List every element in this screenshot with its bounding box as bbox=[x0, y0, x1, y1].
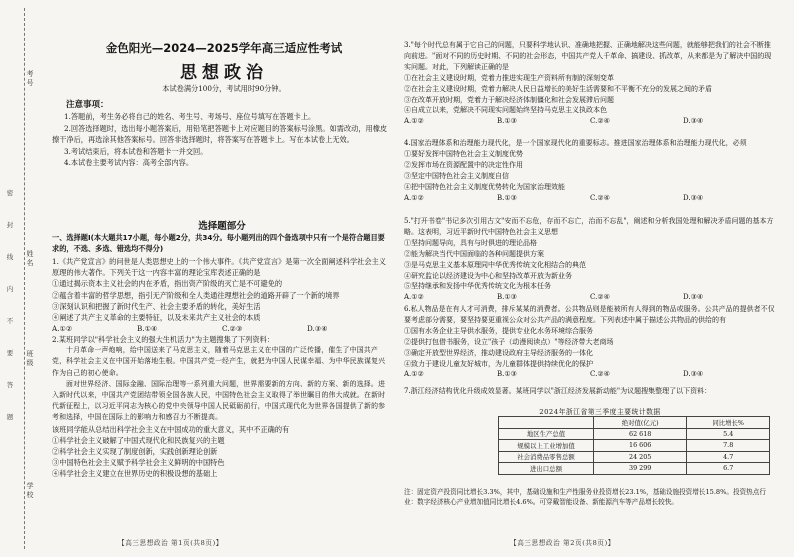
seal-line bbox=[24, 8, 25, 549]
choice-d: D.③④ bbox=[683, 117, 704, 126]
table-cell: 地区生产总值 bbox=[499, 428, 594, 440]
table-cell: 4.7 bbox=[687, 451, 770, 463]
choice-a: A.①② bbox=[404, 117, 424, 126]
answer-choices bbox=[52, 323, 392, 334]
choice-d: D.③④ bbox=[307, 324, 328, 334]
notice-item: 3.考试结束后，将本试卷和答题卡一并交回。 bbox=[64, 146, 208, 156]
option-line: ③中国特色社会主义赋予科学社会主义鲜明的中国特色 bbox=[52, 458, 225, 468]
margin-label-exam-number: 考号 bbox=[26, 70, 34, 87]
table-header-row bbox=[499, 417, 770, 429]
option-line: ②提供打包借书服务，设立"孩子（动漫阅读点）"等经济带大老商场 bbox=[404, 337, 614, 346]
table-header-cell bbox=[499, 417, 594, 429]
option-line: ①科学社会主义破解了中国式现代化和民族复兴的主题 bbox=[52, 435, 225, 445]
option-line: ③确定开放型世界经济，推动建设政府主导经济服务的一体化 bbox=[404, 348, 593, 357]
table-row bbox=[499, 463, 770, 475]
notice-item: 2.回答选择题时，选出每小题答案后，用铅笔把答题卡上对应题目的答案标号涂黑。如需改动，用橡皮擦干净后，再选涂其他答案标号。回答非选择题时，将答案写在答题卡上。写在本试卷上无效。 bbox=[52, 123, 388, 145]
quote-paragraph: 十月革命一声炮响，给中国送来了马克思主义，随着马克思主义在中国的广泛传播，催生了中国共产党，科学社会主义在中国开始落地生根。中国共产党一经产生，就把为中国人民谋幸福、为中华民族谋复兴作为自己的初心使命。 bbox=[52, 346, 386, 377]
question-stem: 2.某班同学以"科学社会主义的强大生机活力"为主题搜集了下列资料： bbox=[52, 335, 274, 344]
option-line: ④研究监论以经济建设为中心和坚持改革开放为新业务 bbox=[404, 271, 572, 280]
section-instruction bbox=[52, 232, 392, 254]
table-cell: 7.8 bbox=[687, 440, 770, 452]
option-line: ④致力于建设儿童友好城市，为儿童群体提供持续优化的保护 bbox=[404, 359, 593, 368]
choice-b: B.①④ bbox=[137, 324, 158, 334]
table-note: 注：固定资产投资同比增长3.3%，其中，基础设施和生产性服务业投资增长23.1%，基础设施投资增长15.8%。投资热点行业：数字经济核心产业增加值同比增长4.6%。可穿戴智能设备、新能源汽车等产品增长较快。 bbox=[404, 488, 766, 506]
table-header-cell: 同比增长% bbox=[687, 417, 770, 429]
table-cell: 6.7 bbox=[687, 463, 770, 475]
option-line: ①在社会主义建设时期，党着力推进实现生产资料所有制的深刻变革 bbox=[404, 73, 614, 82]
choice-d: D.③④ bbox=[683, 370, 704, 379]
seal-char: 内 bbox=[6, 285, 14, 293]
table-cell: 16 606 bbox=[594, 440, 687, 452]
option-line: ②能为解决当代中国面临的各种问题提供方案 bbox=[404, 249, 544, 258]
table-row bbox=[499, 428, 770, 440]
table-header-cell: 绝对值(亿元) bbox=[594, 417, 687, 429]
notice-block bbox=[52, 100, 392, 168]
question-stem: 5."打开书卷"书记多次引用古文"安而不忘危，存而不忘亡，治而不忘乱"，阐述和分析我国处理和解决矛盾问题的基本方略。这表明，习近平新时代中国特色社会主义思想 bbox=[404, 217, 774, 236]
notice-item: 1.答题前，考生务必将自己的姓名、考生号、考场号、座位号填写在答题卡上。 bbox=[64, 112, 316, 122]
question-7 bbox=[404, 386, 776, 397]
question-stem: 3."每个时代总有属于它自己的问题，只要科学地认识、准确地把握、正确地解决这些问题，就能够把我们的社会不断推向前进。"面对不同的历史时期、不同的社会形态，中国共产党人千革命、搞建设、抓改革，从来都是为了解决中国的现实问题。对此，下列解读正确的是 bbox=[404, 41, 772, 71]
question-ask: 该班同学能从总结出科学社会主义在中国成功的重大意义，其中不正确的有 bbox=[52, 424, 290, 434]
option-line: ①坚持问题导向，具有与时俱进的理论品格 bbox=[404, 238, 537, 247]
choice-b: B.①③ bbox=[497, 293, 517, 302]
option-line: ②发挥市场在资源配置中的决定性作用 bbox=[404, 160, 523, 169]
choice-c: C.②④ bbox=[590, 117, 610, 126]
choice-d: D.③④ bbox=[683, 193, 704, 202]
choice-c: C.②④ bbox=[590, 193, 610, 202]
section-title: 选择题部分 bbox=[198, 221, 246, 232]
choice-c: C.②③ bbox=[222, 324, 243, 334]
question-3 bbox=[404, 40, 776, 127]
option-line: ④把中国特色社会主义制度优势转化为国家治理效能 bbox=[404, 182, 565, 191]
binding-margin bbox=[0, 0, 36, 557]
choice-c: C.②④ bbox=[590, 293, 610, 302]
seal-char: 不 bbox=[6, 317, 14, 325]
margin-label-name: 姓名 bbox=[26, 250, 34, 267]
seal-char: 答 bbox=[6, 381, 14, 389]
option-line: ④阐述了共产主义革命的主要特征，以及未来共产主义社会的本质 bbox=[52, 313, 261, 323]
table-cell: 24 205 bbox=[594, 451, 687, 463]
option-line: ③是马克思主义基本原理同中华优秀传统文化相结合的典范 bbox=[404, 260, 586, 269]
footer-page-2: 【高三思想政治 第2页(共8页)】 bbox=[510, 539, 615, 547]
choice-c: C.②④ bbox=[590, 370, 610, 379]
exam-info: 本试卷满分100分，考试用时90分钟。 bbox=[162, 84, 286, 93]
quote-paragraph: 面对世界经济、国际金融、国际治理等一系列重大问题，世界需要新的方向、新的方案、新的选择。进入新时代以来，中国共产党团结带领全国各族人民，中国特色社会主义取得了举世瞩目的伟大成就。在新时代新征程上，以习近平同志为核心的党中央领导中国人民砥砺前行，中国式现代化为世界各国提供了新的参考和选择，中国在国际上的影响力和感召力不断提高。 bbox=[52, 379, 386, 422]
exam-title: 金色阳光—2024—2025学年高三适应性考试 bbox=[105, 41, 343, 55]
margin-label-school: 学校 bbox=[26, 482, 34, 499]
table-cell: 5.4 bbox=[687, 428, 770, 440]
question-stem: 1.《共产党宣言》的问世是人类思想史上的一个伟大事件。《共产党宣言》是第一次全面阐述科学社会主义原理的伟大著作。下列关于这一内容丰富的理论宝库表述正确的是 bbox=[52, 257, 386, 278]
option-line: ②在社会主义建设时期，党着力解决人民日益增长的美好生活需要和不平衡不充分的发展之间的矛盾 bbox=[404, 84, 712, 93]
question-stem: 4.国家治理体系和治理能力现代化，是一个国家现代化的重要标志。推进国家治理体系和治理能力现代化，必须 bbox=[404, 139, 747, 147]
option-line: ④自成立以来，党解决不同现实问题始终坚持马克思主义执政本色 bbox=[404, 106, 607, 115]
choice-d: D.③④ bbox=[683, 293, 704, 302]
question-1 bbox=[52, 256, 392, 334]
table-row bbox=[499, 451, 770, 463]
stats-table bbox=[498, 416, 770, 475]
table-cell: 39 299 bbox=[594, 463, 687, 475]
question-2 bbox=[52, 334, 392, 480]
table-title: 2024年浙江省第三季度主要统计数据 bbox=[539, 408, 661, 416]
instruction-text: 一、选择题Ⅰ(本大题共17小题，每小题2分，共34分。每小题列出的四个备选项中只有一个是符合题目要求的，不选、多选、错选均不得分) bbox=[52, 233, 385, 254]
question-stem: 7.浙江经济结构优化升级成效显著。某班同学以"浙江经济发展新动能"为议题搜集整理了以下资料： bbox=[404, 387, 712, 395]
option-line: ①要好发挥中国特色社会主义制度优势 bbox=[404, 149, 523, 158]
table-cell: 规模以上工业增加值 bbox=[499, 440, 594, 452]
option-line: ②蕴含着丰富的哲学思想，指引无产阶级和全人类通往理想社会的道路开辟了一个新的境界 bbox=[52, 290, 340, 300]
question-5 bbox=[404, 216, 776, 303]
table-row bbox=[499, 440, 770, 452]
seal-char: 要 bbox=[6, 349, 14, 357]
answer-choices bbox=[404, 116, 776, 127]
choice-a: A.①② bbox=[404, 370, 424, 379]
question-6 bbox=[404, 304, 776, 380]
answer-choices bbox=[404, 292, 776, 303]
choice-b: B.①③ bbox=[497, 370, 517, 379]
option-line: ⑤坚持继承和发扬中华优秀传统文化为根本任务 bbox=[404, 282, 551, 291]
table-cell: 62 618 bbox=[594, 428, 687, 440]
footer-page-1: 【高三思想政治 第1页(共8页)】 bbox=[118, 539, 223, 547]
option-line: ④科学社会主义建立在世界历史的积极设想的基础上 bbox=[52, 469, 218, 479]
option-line: ①通过揭示资本主义社会的内在矛盾，指出资产阶级的灭亡是不可避免的 bbox=[52, 279, 283, 289]
option-line: ③坚定中国特色社会主义制度自信 bbox=[404, 171, 509, 180]
option-line: ②科学社会主义实现了制度创新，实践创新理论创新 bbox=[52, 447, 218, 457]
subject-title: 思想政治 bbox=[180, 63, 268, 83]
choice-a: A.①② bbox=[404, 293, 424, 302]
choice-a: A.①② bbox=[52, 324, 73, 334]
question-stem: 6.私人物品是在有人才可消费，排斥某某的消费者。公共物品则是能被所有人得到的物品或服务。公共产品的提供者不仅要考虑部分需要，要坚持要更重视公众对公共产品的满意程度。下列表述中属于描述公共物品的供给的有 bbox=[404, 305, 775, 324]
seal-char: 题 bbox=[6, 413, 14, 421]
margin-label-class: 班级 bbox=[26, 350, 34, 367]
answer-choices bbox=[404, 369, 776, 380]
option-line: ③深刻认识和把握了新时代生产、社会主要矛盾的转化，美好生活 bbox=[52, 301, 261, 311]
table-cell: 社会消费品零售总额 bbox=[499, 451, 594, 463]
seal-char: 线 bbox=[6, 253, 14, 261]
table-cell: 进出口总额 bbox=[499, 463, 594, 475]
choice-b: B.①③ bbox=[497, 117, 517, 126]
notice-title: 注意事项： bbox=[66, 100, 109, 110]
option-line: ③在改革开放时期，党着力于解决经济体制僵化和社会发展滞后问题 bbox=[404, 95, 614, 104]
notice-item: 4.本试卷主要考试内容：高考全部内容。 bbox=[64, 158, 194, 168]
seal-char: 密 bbox=[6, 189, 14, 197]
choice-b: B.①③ bbox=[497, 193, 517, 202]
seal-char: 封 bbox=[6, 221, 14, 229]
choice-a: A.①② bbox=[404, 193, 424, 202]
question-4 bbox=[404, 138, 776, 203]
answer-choices bbox=[404, 193, 776, 204]
option-line: ①国有水务企业主导供水服务，提供专业化水务环境综合服务 bbox=[404, 326, 593, 335]
